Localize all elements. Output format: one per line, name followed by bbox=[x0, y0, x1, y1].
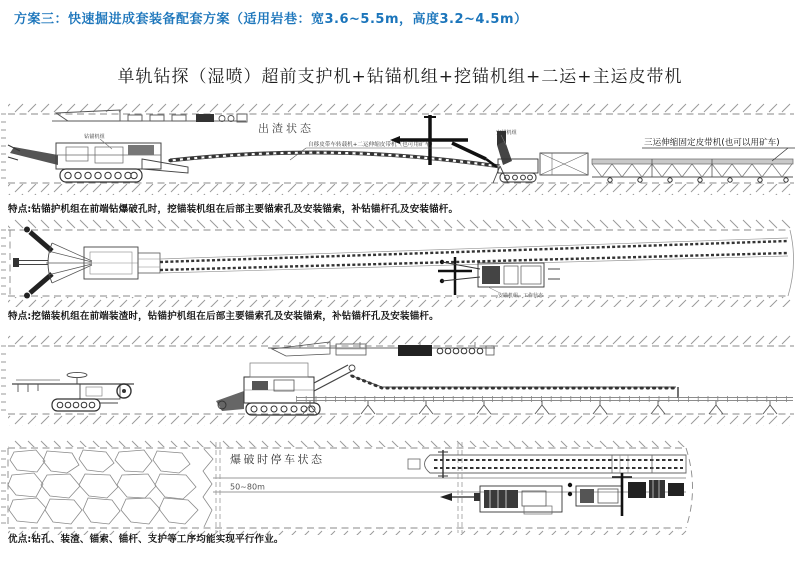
panel1-fixed-belt-conveyor bbox=[592, 159, 793, 182]
panel1-bridge-conveyor bbox=[170, 151, 508, 183]
panel-1-side-view-mucking bbox=[0, 103, 800, 201]
panel1-drill-unit-callout bbox=[84, 132, 112, 149]
svg-text:自移皮带车转载机+二运伸缩皮带机（也可用矿车）: 自移皮带车转载机+二运伸缩皮带机（也可用矿车） bbox=[308, 142, 436, 148]
panel2-anchor-machine bbox=[438, 257, 560, 295]
panel4-rock-muck-pile bbox=[8, 449, 213, 527]
panel3-tunnel-outline bbox=[0, 335, 794, 426]
panel1-state-label: 出渣状态 bbox=[258, 122, 314, 135]
svg-text:钻锚机组: 钻锚机组 bbox=[84, 134, 105, 140]
panel-2-caption: 特点:挖锚装机组在前端装渣时，钻锚护机组在后部主要锚索孔及安装锚索，补钻锚杆孔及安装锚杆。 bbox=[8, 311, 439, 322]
advantage-caption: 优点:钻孔、装渣、锚索、锚杆、支护等工序均能实现平行作业。 bbox=[8, 534, 284, 545]
panel-4-plan-view-blasting bbox=[0, 440, 800, 535]
panel4-distance-label: 50~80m bbox=[230, 482, 265, 492]
panel4-belt-conveyor bbox=[408, 450, 686, 478]
panel4-tunnel-outline bbox=[0, 440, 693, 535]
panel1-anchor-carrier bbox=[497, 131, 588, 182]
panel4-roadway-lines bbox=[213, 478, 686, 492]
panel-1-caption: 特点:钻锚护机组在前端钻爆破孔时，挖锚装机组在后部主要锚索孔及安装锚索，补钻锚杆孔及安装锚杆。 bbox=[8, 204, 459, 215]
scheme-subtitle: 单轨钻探（湿喷）超前支护机+钻锚机组+挖锚机组+二运+主运皮带机 bbox=[117, 67, 683, 87]
panel-2-plan-view bbox=[0, 219, 800, 307]
panel4-machine-train bbox=[440, 473, 684, 516]
panel3-roadheader bbox=[216, 363, 355, 415]
panel1-bolter-machine bbox=[8, 143, 188, 182]
svg-text:安锚机组，工作状态: 安锚机组，工作状态 bbox=[498, 293, 544, 299]
page-title: 方案三：快速掘进成套装备配套方案（适用岩巷：宽3.6~5.5m，高度3.2~4.5m） bbox=[14, 12, 528, 27]
panel-3-side-view bbox=[0, 335, 800, 433]
panel2-heading-machine bbox=[13, 227, 160, 299]
panel1-belt-callout bbox=[642, 136, 795, 161]
svg-text:三运伸缩固定皮带机(也可以用矿车): 三运伸缩固定皮带机(也可以用矿车) bbox=[644, 138, 780, 148]
panel3-drill-rig bbox=[12, 372, 134, 411]
panel3-trailing-conveyor bbox=[296, 375, 793, 414]
panel1-tunnel-outline bbox=[0, 103, 794, 195]
panel4-state-label: 爆破时停车状态 bbox=[230, 453, 325, 466]
svg-text:安锚机组: 安锚机组 bbox=[496, 130, 517, 136]
